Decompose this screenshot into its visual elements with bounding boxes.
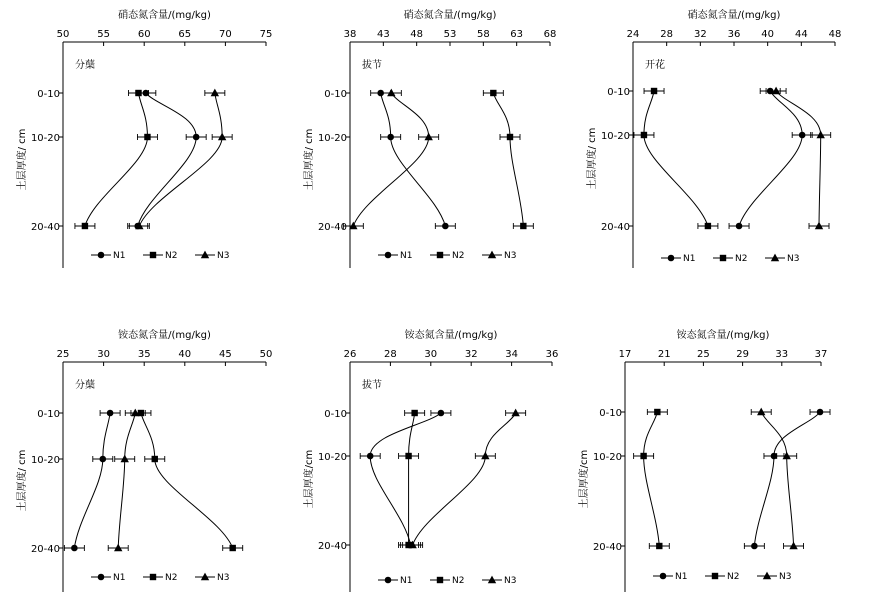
legend-marker-n1 xyxy=(98,574,105,581)
series-line-n2 xyxy=(644,412,660,546)
legend-label: N1 xyxy=(400,251,413,261)
data-point-n1 xyxy=(817,409,824,416)
x-tick-label: 21 xyxy=(657,349,671,360)
series-line-n1 xyxy=(381,93,446,226)
data-point-n1 xyxy=(71,545,78,552)
x-tick-label: 55 xyxy=(97,29,110,40)
data-point-n1 xyxy=(736,223,743,230)
data-point-n2 xyxy=(490,90,496,96)
data-point-n3 xyxy=(121,455,129,463)
y-tick-label: 0-10 xyxy=(37,89,60,100)
y-tick-label: 0-10 xyxy=(324,409,347,420)
data-point-n2 xyxy=(152,456,158,462)
x-tick-label: 17 xyxy=(618,349,632,360)
series-line-n3 xyxy=(776,91,821,226)
stage-label: 拔节 xyxy=(362,60,382,71)
x-tick-label: 37 xyxy=(814,349,828,360)
x-tick-label: 35 xyxy=(137,349,151,360)
data-point-n2 xyxy=(705,223,711,229)
y-tick-label: 10-20 xyxy=(317,452,347,463)
legend-label: N3 xyxy=(779,572,792,582)
stage-label: 开花 xyxy=(645,60,665,71)
data-point-n1 xyxy=(799,132,806,139)
legend-marker-n3 xyxy=(763,572,771,580)
x-tick-label: 32 xyxy=(693,29,707,40)
series-line-n2 xyxy=(85,93,148,226)
y-tick-label: 20-40 xyxy=(317,541,347,552)
data-point-n2 xyxy=(654,409,660,415)
series-line-n2 xyxy=(493,93,523,226)
x-tick-label: 60 xyxy=(137,29,151,40)
x-tick-label: 32 xyxy=(464,349,478,360)
data-point-n2 xyxy=(656,543,662,549)
series-line-n1 xyxy=(754,412,820,546)
x-tick-label: 38 xyxy=(343,29,357,40)
y-axis-title: 土层厚度/ cm xyxy=(17,449,28,512)
legend-label: N3 xyxy=(217,251,230,261)
y-tick-label: 10-20 xyxy=(30,455,60,466)
legend-label: N1 xyxy=(113,251,126,261)
x-tick-label: 28 xyxy=(660,29,674,40)
data-point-n2 xyxy=(507,134,513,140)
legend-marker-n1 xyxy=(98,252,105,259)
series-line-n1 xyxy=(74,413,110,548)
data-point-n1 xyxy=(367,453,374,460)
y-axis-title: 土层厚度/ cm xyxy=(304,128,315,191)
data-point-n2 xyxy=(82,223,88,229)
y-tick-label: 10-20 xyxy=(317,133,347,144)
y-tick-label: 20-40 xyxy=(317,222,347,233)
x-axis-title: 硝态氮含量/(mg/kg) xyxy=(687,10,781,21)
data-point-n3 xyxy=(218,133,226,141)
data-point-n3 xyxy=(511,409,519,417)
data-point-n3 xyxy=(815,222,823,230)
x-tick-label: 68 xyxy=(543,29,557,40)
chart-panel xyxy=(577,328,830,592)
legend-marker-n3 xyxy=(488,576,496,584)
x-tick-label: 36 xyxy=(545,349,559,360)
y-axis-title: 土层厚度/ cm xyxy=(17,128,28,191)
x-tick-label: 26 xyxy=(343,349,357,360)
legend-marker-n2 xyxy=(150,252,156,258)
stage-label: 分蘖 xyxy=(75,60,95,71)
series-line-n1 xyxy=(138,93,196,226)
x-tick-label: 50 xyxy=(259,349,273,360)
x-tick-label: 25 xyxy=(56,349,70,360)
x-tick-label: 63 xyxy=(510,29,524,40)
series-line-n1 xyxy=(370,413,441,545)
legend-marker-n1 xyxy=(668,255,675,262)
data-point-n2 xyxy=(640,453,646,459)
x-tick-label: 75 xyxy=(259,29,273,40)
legend-label: N2 xyxy=(165,251,178,261)
x-tick-label: 40 xyxy=(178,349,192,360)
data-point-n3 xyxy=(757,408,765,416)
x-tick-label: 53 xyxy=(443,29,457,40)
data-point-n1 xyxy=(442,223,449,230)
y-axis-title: 土层厚度/cm xyxy=(304,449,315,509)
data-point-n1 xyxy=(99,456,106,463)
x-tick-label: 36 xyxy=(727,29,741,40)
legend-label: N2 xyxy=(165,573,178,583)
series-line-n2 xyxy=(141,413,233,548)
x-axis-title: 铵态氮含量/(mg/kg) xyxy=(118,330,211,341)
x-tick-label: 28 xyxy=(384,349,397,360)
x-tick-label: 30 xyxy=(97,349,110,360)
series-line-n2 xyxy=(409,413,415,545)
legend-marker-n3 xyxy=(488,251,496,259)
data-point-n2 xyxy=(411,410,417,416)
data-point-n3 xyxy=(424,133,432,141)
y-tick-label: 0-10 xyxy=(607,87,630,98)
x-tick-label: 29 xyxy=(736,349,749,360)
x-tick-label: 43 xyxy=(376,29,390,40)
data-point-n2 xyxy=(641,132,647,138)
data-point-n3 xyxy=(816,131,824,139)
y-tick-label: 0-10 xyxy=(324,89,347,100)
legend-label: N3 xyxy=(504,576,517,586)
legend-label: N2 xyxy=(735,254,748,264)
legend-label: N1 xyxy=(400,576,413,586)
data-point-n3 xyxy=(114,544,122,552)
legend-label: N3 xyxy=(504,251,517,261)
y-tick-label: 10-20 xyxy=(600,131,630,142)
legend-marker-n2 xyxy=(437,252,443,258)
chart-panel xyxy=(15,328,272,592)
x-tick-label: 65 xyxy=(178,29,192,40)
data-point-n1 xyxy=(387,134,394,141)
x-axis-title: 硝态氮含量/(mg/kg) xyxy=(118,10,211,21)
x-tick-label: 40 xyxy=(761,29,775,40)
chart-panel xyxy=(302,8,556,268)
y-axis-title: 土层厚度/ cm xyxy=(587,127,598,190)
legend-label: N1 xyxy=(113,573,126,583)
data-point-n3 xyxy=(387,89,395,97)
x-tick-label: 33 xyxy=(775,349,789,360)
chart-panel xyxy=(302,328,558,592)
series-line-n3 xyxy=(413,413,516,545)
x-tick-label: 24 xyxy=(626,29,640,40)
data-point-n1 xyxy=(751,543,758,550)
series-line-n2 xyxy=(644,91,708,226)
y-axis-title: 土层厚度/cm xyxy=(579,449,590,509)
data-point-n2 xyxy=(144,134,150,140)
series-line-n3 xyxy=(353,93,428,226)
y-tick-label: 0-10 xyxy=(37,409,60,420)
legend-marker-n2 xyxy=(712,573,718,579)
legend-label: N2 xyxy=(727,572,740,582)
x-axis-title: 铵态氮含量/(mg/kg) xyxy=(404,330,498,341)
x-tick-label: 50 xyxy=(56,29,70,40)
data-point-n2 xyxy=(520,223,526,229)
legend-marker-n3 xyxy=(201,573,209,581)
x-tick-label: 34 xyxy=(505,349,518,360)
legend-marker-n1 xyxy=(385,577,392,584)
data-point-n2 xyxy=(135,90,141,96)
x-tick-label: 58 xyxy=(476,29,490,40)
data-point-n3 xyxy=(211,89,219,97)
series-line-n3 xyxy=(761,412,793,546)
legend-label: N1 xyxy=(683,254,696,264)
data-point-n1 xyxy=(107,410,114,417)
y-tick-label: 20-40 xyxy=(30,222,60,233)
legend-marker-n3 xyxy=(201,251,209,259)
y-tick-label: 10-20 xyxy=(30,133,60,144)
data-point-n2 xyxy=(651,88,657,94)
chart-panel xyxy=(15,8,272,268)
series-line-n3 xyxy=(139,93,222,226)
x-axis-title: 硝态氮含量/(mg/kg) xyxy=(403,10,497,21)
legend-label: N3 xyxy=(787,254,800,264)
data-point-n3 xyxy=(481,452,489,460)
legend-marker-n1 xyxy=(660,573,667,580)
series-line-n1 xyxy=(739,91,802,226)
legend-label: N1 xyxy=(675,572,688,582)
x-tick-label: 48 xyxy=(828,29,842,40)
stage-label: 分蘖 xyxy=(75,380,95,391)
legend-marker-n2 xyxy=(150,574,156,580)
y-tick-label: 0-10 xyxy=(599,408,622,419)
data-point-n1 xyxy=(193,134,200,141)
legend-marker-n3 xyxy=(771,254,779,262)
x-tick-label: 45 xyxy=(219,349,232,360)
legend-label: N3 xyxy=(217,573,230,583)
x-tick-label: 70 xyxy=(219,29,232,40)
data-point-n1 xyxy=(438,410,445,417)
data-point-n3 xyxy=(789,542,797,550)
stage-label: 拔节 xyxy=(362,380,382,391)
series-line-n3 xyxy=(118,413,135,548)
x-tick-label: 30 xyxy=(424,349,438,360)
data-point-n2 xyxy=(405,453,411,459)
legend-marker-n2 xyxy=(437,577,443,583)
y-tick-label: 20-40 xyxy=(30,544,60,555)
legend-marker-n2 xyxy=(720,255,726,261)
legend-label: N2 xyxy=(452,576,465,586)
x-tick-label: 48 xyxy=(410,29,424,40)
data-point-n2 xyxy=(230,545,236,551)
legend-label: N2 xyxy=(452,251,465,261)
x-tick-label: 44 xyxy=(794,29,808,40)
y-tick-label: 10-20 xyxy=(592,452,622,463)
y-tick-label: 20-40 xyxy=(600,222,630,233)
legend-marker-n1 xyxy=(385,252,392,259)
chart-panel xyxy=(585,8,841,268)
x-tick-label: 25 xyxy=(697,349,710,360)
y-tick-label: 20-40 xyxy=(592,542,622,553)
x-axis-title: 铵态氮含量/(mg/kg) xyxy=(676,330,770,341)
